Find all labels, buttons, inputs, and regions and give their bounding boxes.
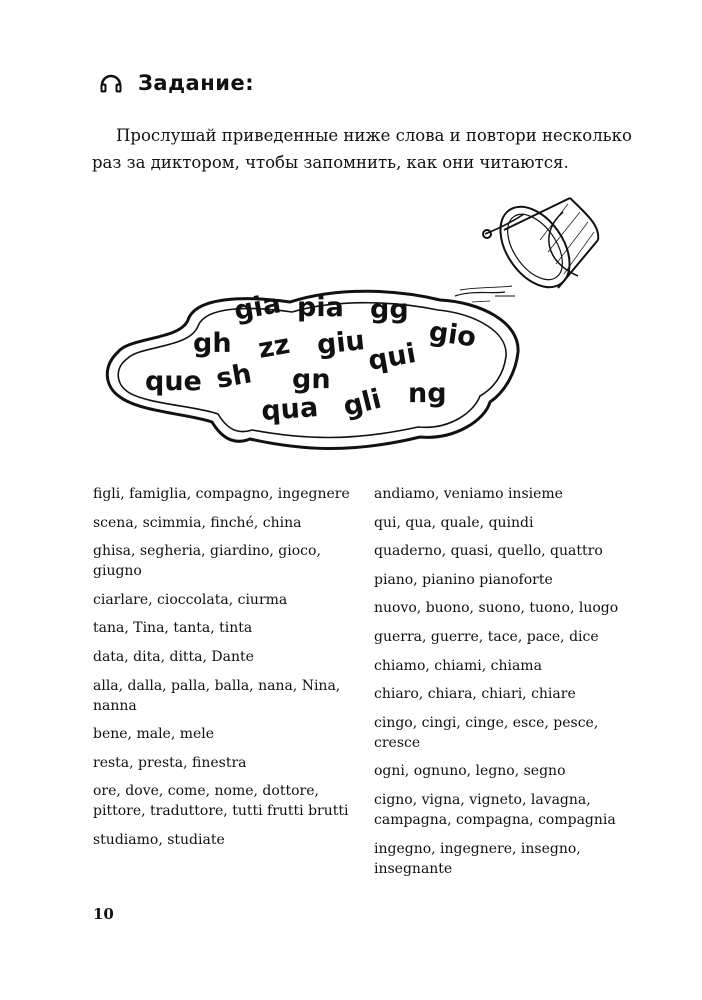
task-header	[98, 70, 254, 96]
page-number: 10	[93, 905, 114, 923]
spilled-bucket-icon	[455, 194, 598, 302]
word-line: nuovo, buono, suono, tuono, luogo	[374, 600, 619, 617]
word-line: chiamo, chiami, chiama	[374, 657, 542, 674]
word-line: ghisa, segheria, giardino, gioco, giugno	[93, 543, 321, 580]
word-line: quaderno, quasi, quello, quattro	[374, 543, 603, 560]
word-line: figli, famiglia, compagno, ingegnere	[93, 486, 350, 502]
puddle-letter: gn	[292, 364, 331, 395]
task-title: Задание:	[138, 71, 255, 95]
word-line: ingegno, ingegnere, insegno, insegnante	[374, 840, 581, 877]
word-line: cigno, vigna, vigneto, lavagna, campagna, compagna, compagnia	[374, 791, 616, 828]
right-word-column	[374, 484, 636, 887]
puddle-illustration	[100, 192, 620, 472]
word-line: cingo, cingi, cinge, esce, pesce, cresce	[374, 714, 599, 751]
puddle-letter: qua	[260, 392, 320, 427]
left-word-column	[93, 484, 355, 859]
word-line: bene, male, mele	[93, 726, 215, 743]
puddle-letter: sh	[213, 358, 254, 395]
word-line: chiaro, chiara, chiari, chiare	[374, 686, 576, 703]
puddle-letter: pia	[297, 292, 344, 323]
puddle-letter: gg	[370, 294, 409, 325]
word-line: qui, qua, quale, quindi	[374, 514, 534, 531]
word-line: alla, dalla, palla, balla, nana, Nina, nanna	[93, 677, 341, 714]
word-line: guerra, guerre, tace, pace, dice	[374, 628, 599, 645]
word-line: piano, pianino pianoforte	[374, 571, 553, 588]
puddle-letter: giu	[315, 325, 367, 361]
puddle-letter: que	[145, 366, 202, 397]
headphones-icon	[98, 70, 124, 96]
puddle-letter: gli	[340, 383, 385, 423]
puddle-letter: ng	[408, 378, 447, 409]
word-line: ore, dove, come, nome, dottore, pittore, traduttore, tutti frutti brutti	[93, 783, 349, 820]
puddle-letter: gia	[231, 288, 284, 327]
word-line: scena, scimmia, finché, china	[93, 514, 302, 531]
word-line: studiamo, studiate	[93, 831, 225, 848]
word-line: resta, presta, finestra	[93, 754, 247, 771]
puddle-svg	[100, 192, 620, 472]
puddle-letter: gio	[427, 316, 479, 354]
word-line: data, dita, ditta, Dante	[93, 648, 254, 665]
puddle-letter: gh	[193, 328, 232, 359]
puddle-letter: zz	[255, 328, 293, 365]
instruction-text: Прослушай приведенные ниже слова и повтори несколько раз за диктором, чтобы запомнить, как они читаются.	[92, 126, 632, 172]
word-line: ogni, ognuno, legno, segno	[374, 763, 566, 780]
word-line: andiamo, veniamo insieme	[374, 486, 563, 502]
puddle-letter: qui	[365, 338, 419, 377]
word-line: ciarlare, cioccolata, ciurma	[93, 591, 288, 608]
word-line: tana, Tina, tanta, tinta	[93, 620, 253, 637]
